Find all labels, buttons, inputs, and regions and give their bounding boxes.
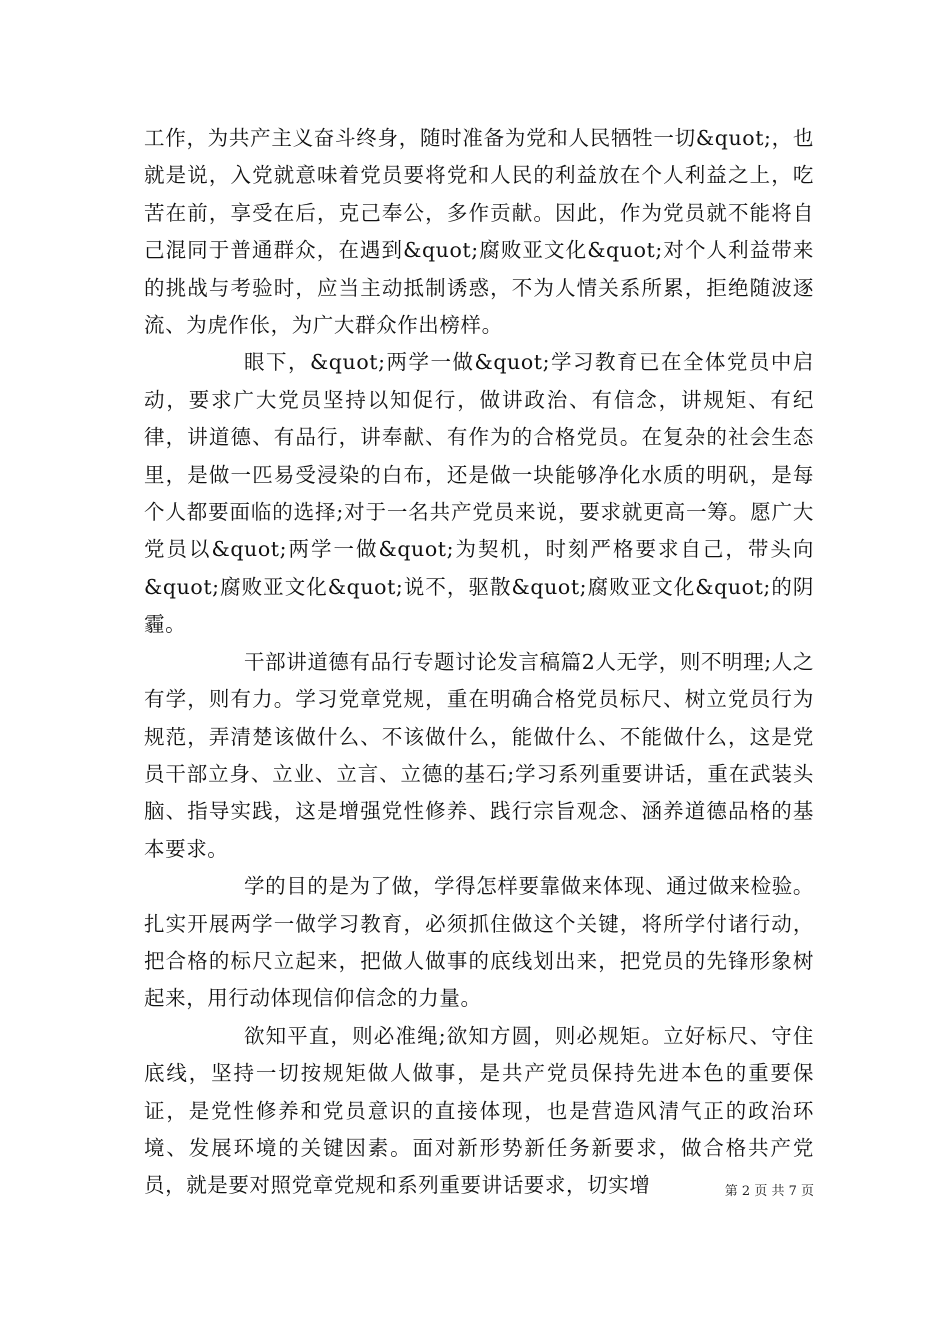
body-text xyxy=(144,120,814,1205)
paragraph-2: 眼下，&quot;两学一做&quot;学习教育已在全体党员中启动，要求广大党员坚持以知促行，做讲政治、有信念，讲规矩、有纪律，讲道德、有品行，讲奉献、有作为的合格党员。在复杂的社会生态里，是做一匹易受浸染的白布，还是做一块能够净化水质的明矾，是每个人都要面临的选择;对于一名共产党员来说，要求就更高一筹。愿广大党员以&quot;两学一做&quot;为契机，时刻严格要求自己，带头向&quot;腐败亚文化&quot;说不，驱散&quot;腐败亚文化&quot;的阴霾。 xyxy=(144,350,814,637)
paragraph-4: 学的目的是为了做，学得怎样要靠做来体现、通过做来检验。扎实开展两学一做学习教育，必须抓住做这个关键，将所学付诸行动，把合格的标尺立起来，把做人做事的底线划出来，把党员的先锋形象树起来，用行动体现信仰信念的力量。 xyxy=(144,874,814,1011)
paragraph-3: 干部讲道德有品行专题讨论发言稿篇2人无学，则不明理;人之有学，则有力。学习党章党规，重在明确合格党员标尺、树立党员行为规范，弄清楚该做什么、不该做什么，能做什么、不能做什么，这是党员干部立身、立业、立言、立德的基石;学习系列重要讲话，重在武装头脑、指导实践，这是增强党性修养、践行宗旨观念、涵养道德品格的基本要求。 xyxy=(144,649,814,861)
paragraph-1: 工作，为共产主义奋斗终身，随时准备为党和人民牺牲一切&quot;，也就是说，入党就意味着党员要将党和人民的利益放在个人利益之上，吃苦在前，享受在后，克己奉公，多作贡献。因此，作为党员就不能将自己混同于普通群众，在遇到&quot;腐败亚文化&quot;对个人利益带来的挑战与考验时，应当主动抵制诱惑，不为人情关系所累，拒绝随波逐流、为虎作伥，为广大群众作出榜样。 xyxy=(144,126,814,338)
page-number-footer: 第 2 页 共 7 页 xyxy=(724,1184,814,1199)
paragraph-5: 欲知平直，则必准绳;欲知方圆，则必规矩。立好标尺、守住底线，坚持一切按规矩做人做事，是共产党员保持先进本色的重要保证，是党性修养和党员意识的直接体现，也是营造风清气正的政治环境、发展环境的关键因素。面对新形势新任务新要求，做合格共产党员，就是要对照党章党规和系列重要讲话要求，切实增 xyxy=(144,1023,814,1198)
